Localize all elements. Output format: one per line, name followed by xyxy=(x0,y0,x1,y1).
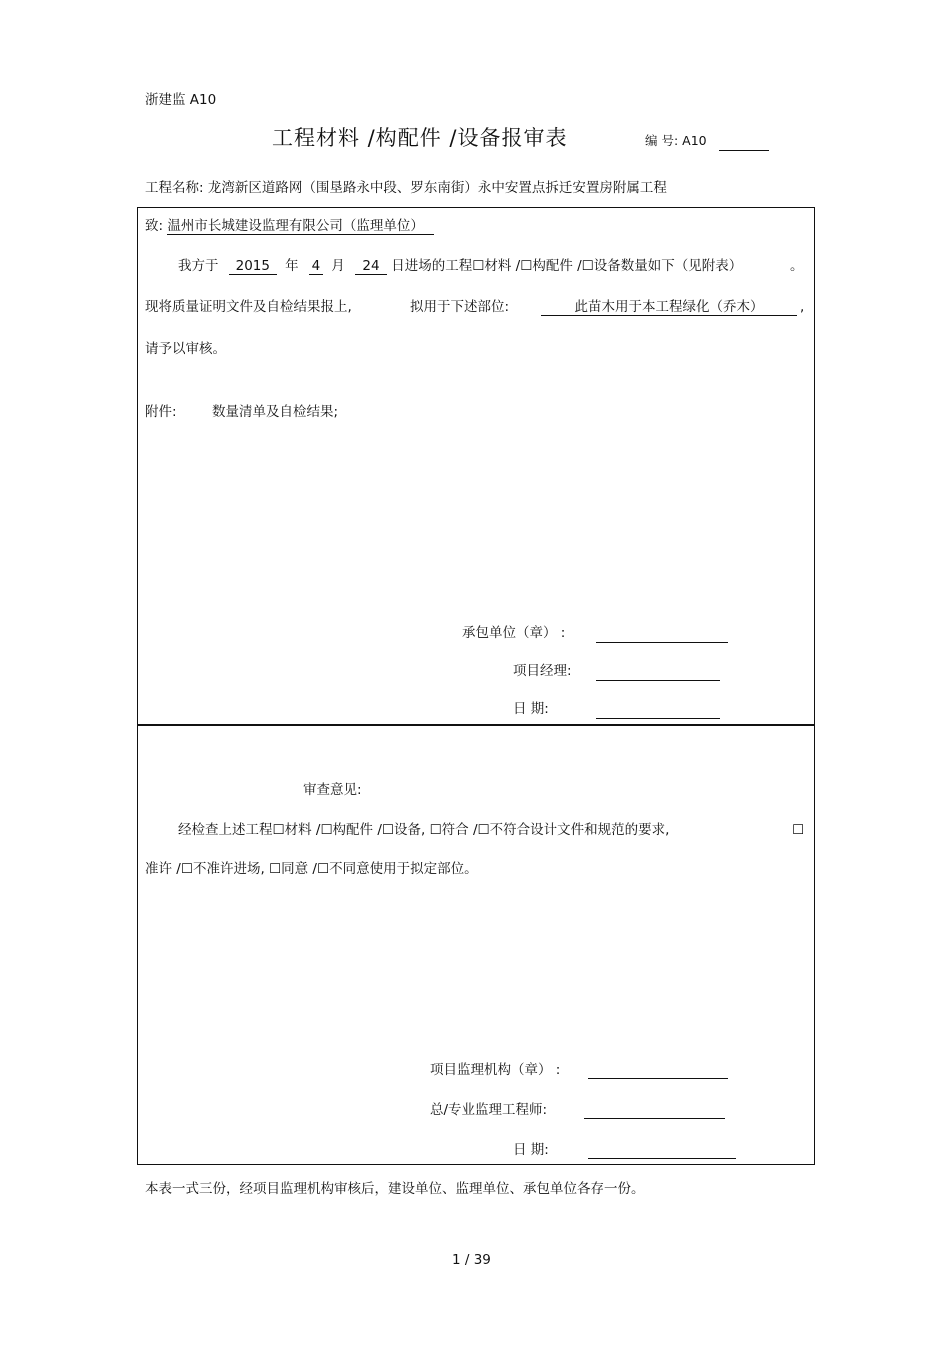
project-name-line xyxy=(145,182,667,196)
entry-end: 。 xyxy=(790,258,804,274)
opinion-label: 审查意见: xyxy=(303,782,362,798)
location-end: , xyxy=(800,299,805,315)
review-request: 请予以审核。 xyxy=(145,341,226,357)
supervision-org-blank xyxy=(588,1078,728,1079)
contractor-label: 承包单位（章） : xyxy=(462,625,566,641)
form-title: 工程材料 /构配件 /设备报审表 xyxy=(272,126,568,150)
year-unit: 年 xyxy=(285,258,299,274)
entry-year: 2015 xyxy=(229,260,277,275)
entry-date-line xyxy=(178,260,742,275)
review-date-label: 日 期: xyxy=(513,1142,549,1158)
manager-signature-blank xyxy=(596,680,720,681)
application-date-label: 日 期: xyxy=(513,701,549,717)
attachment-label: 附件: xyxy=(145,404,177,420)
supervision-org-label: 项目监理机构（章） : xyxy=(430,1062,561,1078)
to-line xyxy=(145,220,434,235)
application-date-blank xyxy=(596,718,720,719)
usage-location: 此苗木用于本工程绿化（乔木） xyxy=(541,301,797,316)
engineer-label: 总/专业监理工程师: xyxy=(430,1102,548,1118)
number-blank xyxy=(719,150,769,151)
copies-note: 本表一式三份，经项目监理机构审核后，建设单位、监理单位、承包单位各存一份。 xyxy=(145,1181,645,1197)
application-section xyxy=(137,207,815,726)
to-label: 致: xyxy=(145,218,164,234)
review-section xyxy=(137,724,815,1165)
engineer-signature-blank xyxy=(584,1118,725,1119)
entry-day: 24 xyxy=(355,260,387,275)
number-label: 编 号: A10 xyxy=(645,133,707,148)
review-line-2: 准许 /☐不准许进场, ☐同意 /☐不同意使用于拟定部位。 xyxy=(145,861,478,877)
supervisor-company: 温州市长城建设监理有限公司（监理单位） xyxy=(167,220,434,235)
project-label: 工程名称: xyxy=(145,180,204,196)
contractor-signature-blank xyxy=(596,642,728,643)
attachment-value: 数量清单及自检结果; xyxy=(212,404,339,420)
review-date-blank xyxy=(588,1158,736,1159)
permit-checkbox[interactable]: ☐ xyxy=(792,822,805,838)
project-name: 龙湾新区道路网（围垦路永中段、罗东南街）永中安置点拆迁安置房附属工程 xyxy=(207,180,667,196)
entry-rest: 日进场的工程☐材料 /☐构配件 /☐设备数量如下（见附表） xyxy=(391,258,743,274)
review-line-1: 经检查上述工程☐材料 /☐构配件 /☐设备, ☐符合 /☐不符合设计文件和规范的要求, xyxy=(178,822,670,838)
page-number: 1 / 39 xyxy=(452,1252,491,1268)
form-code: 浙建监 A10 xyxy=(145,92,217,108)
quality-docs-text: 现将质量证明文件及自检结果报上, xyxy=(145,299,352,315)
manager-label: 项目经理: xyxy=(513,663,572,679)
entry-prefix: 我方于 xyxy=(178,258,219,274)
entry-month: 4 xyxy=(309,260,323,275)
location-label: 拟用于下述部位: xyxy=(410,299,510,315)
month-unit: 月 xyxy=(331,258,345,274)
